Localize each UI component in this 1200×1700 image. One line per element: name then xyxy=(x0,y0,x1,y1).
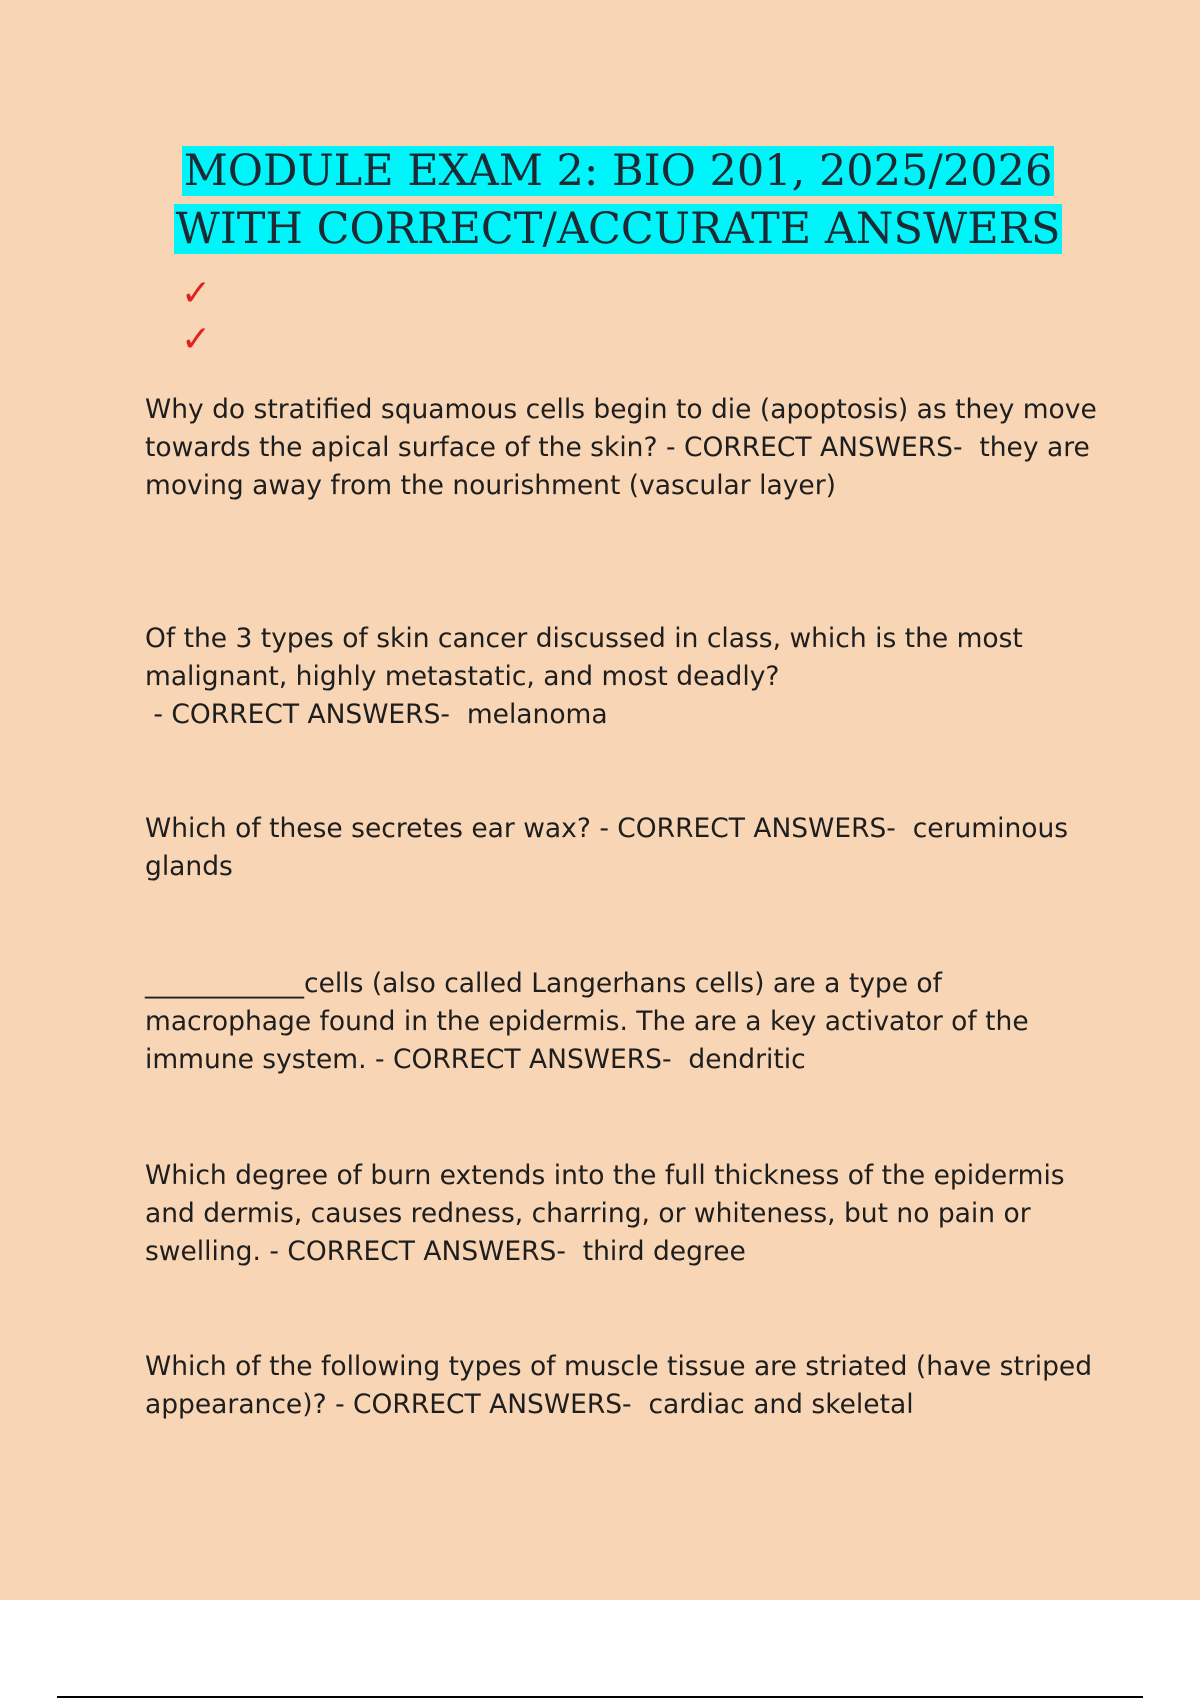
answer-text: melanoma xyxy=(466,699,608,730)
answer-label: - CORRECT ANSWERS- xyxy=(326,1389,649,1420)
question-text: Why do stratified squamous cells begin to die (apoptosis) as they move towards the apical surface of the skin? xyxy=(145,394,1097,463)
question-answer-item xyxy=(145,391,1100,505)
answer-text: third degree xyxy=(582,1236,746,1267)
question-answer-item xyxy=(145,965,1100,1079)
answer-label: - CORRECT ANSWERS- xyxy=(366,1044,689,1075)
question-text: Which degree of burn extends into the full thickness of the epidermis and dermis, causes redness, charring, or whiteness, but no pain or swelling. xyxy=(145,1160,1065,1267)
document-title xyxy=(0,142,1200,258)
question-text: ____________cells (also called Langerhans cells) are a type of macrophage found in the epidermis. The are a key activator of the immune system. xyxy=(145,968,1029,1075)
question-text: Which of these secretes ear wax? xyxy=(145,813,591,844)
checkmark-icon: ✓ xyxy=(181,319,212,360)
answer-text: ceruminous glands xyxy=(145,813,1069,882)
answer-label: - CORRECT ANSWERS- xyxy=(260,1236,583,1267)
question-answer-item xyxy=(145,1348,1100,1424)
question-text: Which of the following types of muscle tissue are striated (have striped appearance)? xyxy=(145,1351,1093,1420)
question-answer-item xyxy=(145,810,1100,886)
answer-text: dendritic xyxy=(688,1044,806,1075)
answer-label: - CORRECT ANSWERS- xyxy=(590,813,913,844)
answer-label: - CORRECT ANSWERS- xyxy=(657,432,980,463)
footer-divider xyxy=(57,1696,1143,1698)
question-answer-item xyxy=(145,1157,1100,1271)
checkmark-icon: ✓ xyxy=(181,273,212,314)
title-line-1: MODULE EXAM 2: BIO 201, 2025/2026 xyxy=(183,146,1053,196)
title-line-2: WITH CORRECT/ACCURATE ANSWERS xyxy=(175,204,1061,254)
answer-text: cardiac and skeletal xyxy=(648,1389,914,1420)
question-text: Of the 3 types of skin cancer discussed in class, which is the most malignant, highly metastatic, and most deadly? xyxy=(145,623,1023,692)
answer-text: they are moving away from the nourishment (vascular layer) xyxy=(145,432,1090,501)
answer-label: - CORRECT ANSWERS- xyxy=(145,699,467,730)
question-answer-item xyxy=(145,620,1100,734)
